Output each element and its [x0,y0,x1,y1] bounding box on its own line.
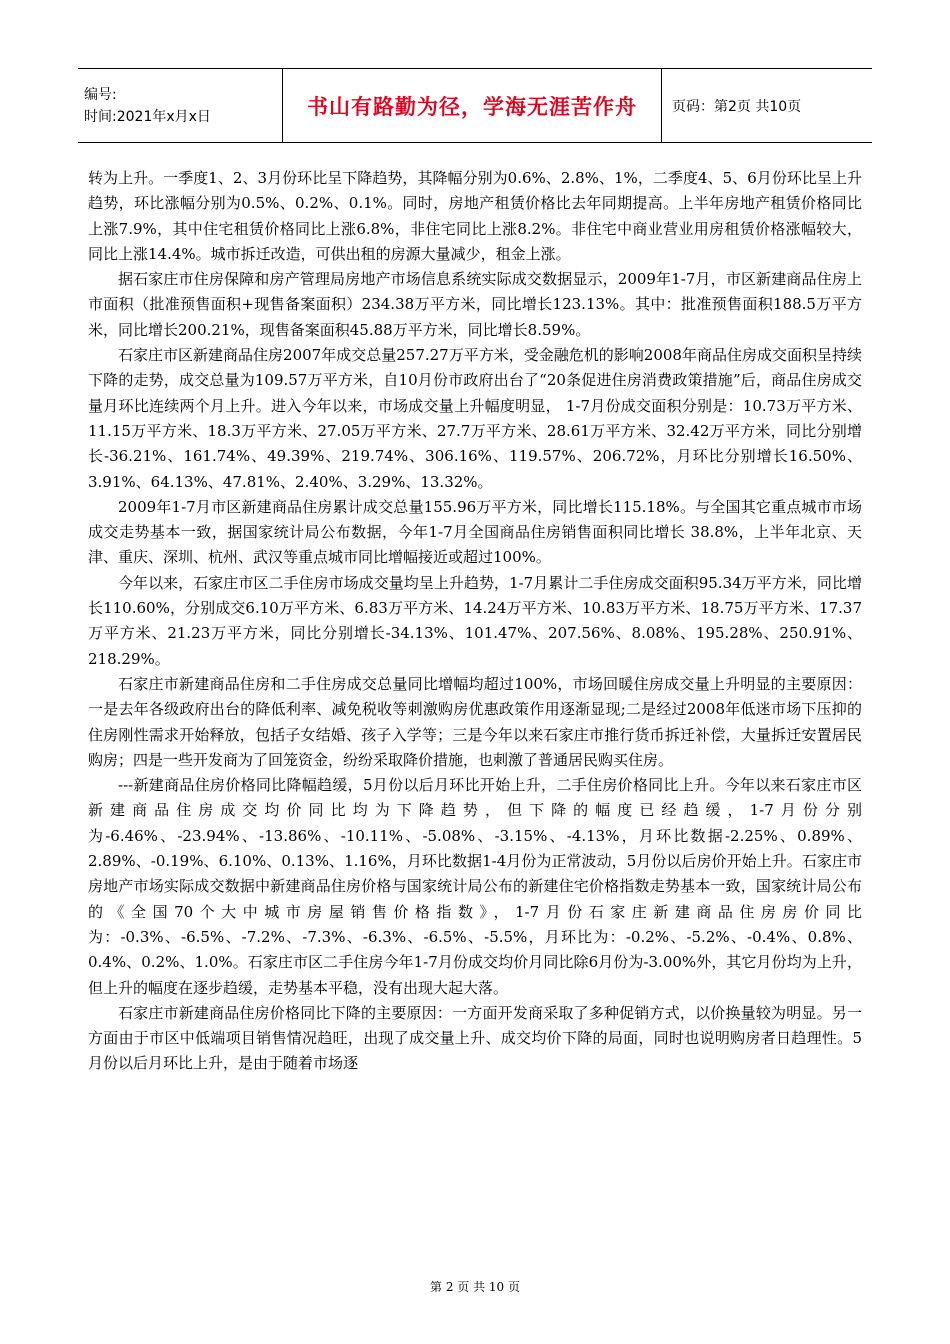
document-number-label: 编号: [84,86,117,103]
header-motto-cell [283,69,662,142]
header-meta [78,69,283,142]
footer-page-number: 第 2 页 共 10 页 [430,1280,520,1294]
document-header [78,68,872,143]
page-footer [0,1278,950,1295]
header-page-info: 页码：第2页 共10页 [672,98,802,115]
paragraph: 据石家庄市住房保障和房产管理局房地产市场信息系统实际成交数据显示，2009年1-7月，市区新建商品住房上市面积（批准预售面积+现售备案面积）234.38万平方米，同比增长123.13%。其中：批准预售面积188.5万平方米，同比增长200.21%，现售备案面积45.88万平方米，同比增长8.59%。 [88,270,862,339]
paragraph: ---新建商品住房价格同比降幅趋缓，5月份以后月环比开始上升，二手住房价格同比上升。今年以来石家庄市区新建商品住房成交均价同比均为下降趋势，但下降的幅度已经趋缓，1-7月份分别为-6.46%、-23.94%、-13.86%、-10.11%、-5.08%、-3.15%、-4.13%，月环比数据-2.25%、0.89%、2.89%、-0.19%、6.10%、0.13%、1.16%，月环比数据1-4月份为正常波动，5月份以后房价开始上升。石家庄市房地产市场实际成交数据中新建商品住房价格与国家统计局公布的新建住宅价格指数走势基本一致，国家统计局公布的《全国70个大中城市房屋销售价格指数》，1-7月份石家庄新建商品住房房价同比为：-0.3%、-6.5%、-7.2%、-7.3%、-6.3%、-6.5%、-5.5%，月环比为：-0.2%、-5.2%、-0.4%、0.8%、0.4%、0.2%、1.0%。石家庄市区二手住房今年1-7月份成交均价月同比除6月份为-3.00%外，其它月份均为上升，但上升的幅度在逐步趋缓，走势基本平稳，没有出现大起大落。 [88,776,862,997]
paragraph: 石家庄市新建商品住房和二手住房成交总量同比增幅均超过100%，市场回暖住房成交量上升明显的主要原因：一是去年各级政府出台的降低利率、减免税收等刺激购房优惠政策作用逐渐显现;二是经过2008年低迷市场下压抑的住房刚性需求开始释放，包括子女结婚、孩子入学等；三是今年以来石家庄市推行货币拆迁补偿，大量拆迁安置居民购房；四是一些开发商为了回笼资金，纷纷采取降价措施，也刺激了普通居民购买住房。 [88,674,862,769]
paragraph: 2009年1-7月市区新建商品住房累计成交总量155.96万平方米，同比增长115.18%。与全国其它重点城市市场成交走势基本一致，据国家统计局公布数据，今年1-7月全国商品住房销售面积同比增长 38.8%，上半年北京、天津、重庆、深圳、杭州、武汉等重点城市同比增幅接近或超过100%。 [88,497,862,567]
document-body [88,166,862,1077]
header-page-info-cell [662,69,872,142]
paragraph: 石家庄市区新建商品住房2007年成交总量257.27万平方米，受金融危机的影响2008年商品住房成交面积呈持续下降的走势，成交总量为109.57万平方米，自10月份市政府出台了“20条促进住房消费政策措施”后，商品住房成交量月环比连续两个月上升。进入今年以来，市场成交量上升幅度明显， 1-7月份成交面积分别是：10.73万平方米、11.15万平方米、18.3万平方米、27.05万平方米、27.7万平方米、28.61万平方米、32.42万平方米，同比分别增长-36.21%、161.74%、49.39%、219.74%、306.16%、119.57%、206.72%，月环比分别增长16.50%、3.91%、64.13%、47.81%、2.40%、3.29%、13.32%。 [88,346,862,491]
header-motto: 书山有路勤为径，学海无涯苦作舟 [307,94,637,119]
paragraph: 转为上升。一季度1、2、3月份环比呈下降趋势，其降幅分别为0.6%、2.8%、1%，二季度4、5、6月份环比呈上升趋势，环比涨幅分别为0.5%、0.2%、0.1%。同时，房地产租赁价格比去年同期提高。上半年房地产租赁价格同比上涨7.9%，其中住宅租赁价格同比上涨6.8%，非住宅同比上涨8.2%。非住宅中商业营业用房租赁价格涨幅较大，同比上涨14.4%。城市拆迁改造，可供出租的房源大量减少，租金上涨。 [88,169,862,263]
paragraph: 今年以来，石家庄市区二手住房市场成交量均呈上升趋势，1-7月累计二手住房成交面积95.34万平方米，同比增长110.60%，分别成交6.10万平方米、6.83万平方米、14.24万平方米、10.83万平方米、18.75万平方米、17.37万平方米、21.23万平方米，同比分别增长-34.13%、101.47%、207.56%、8.08%、195.28%、250.91%、218.29%。 [88,573,862,668]
document-time-label: 时间:2021年x月x日 [84,108,211,125]
paragraph: 石家庄市新建商品住房价格同比下降的主要原因：一方面开发商采取了多种促销方式，以价换量较为明显。另一方面由于市区中低端项目销售情况趋旺，出现了成交量上升、成交均价下降的局面，同时也说明购房者日趋理性。5月份以后月环比上升，是由于随着市场逐 [88,1003,862,1073]
